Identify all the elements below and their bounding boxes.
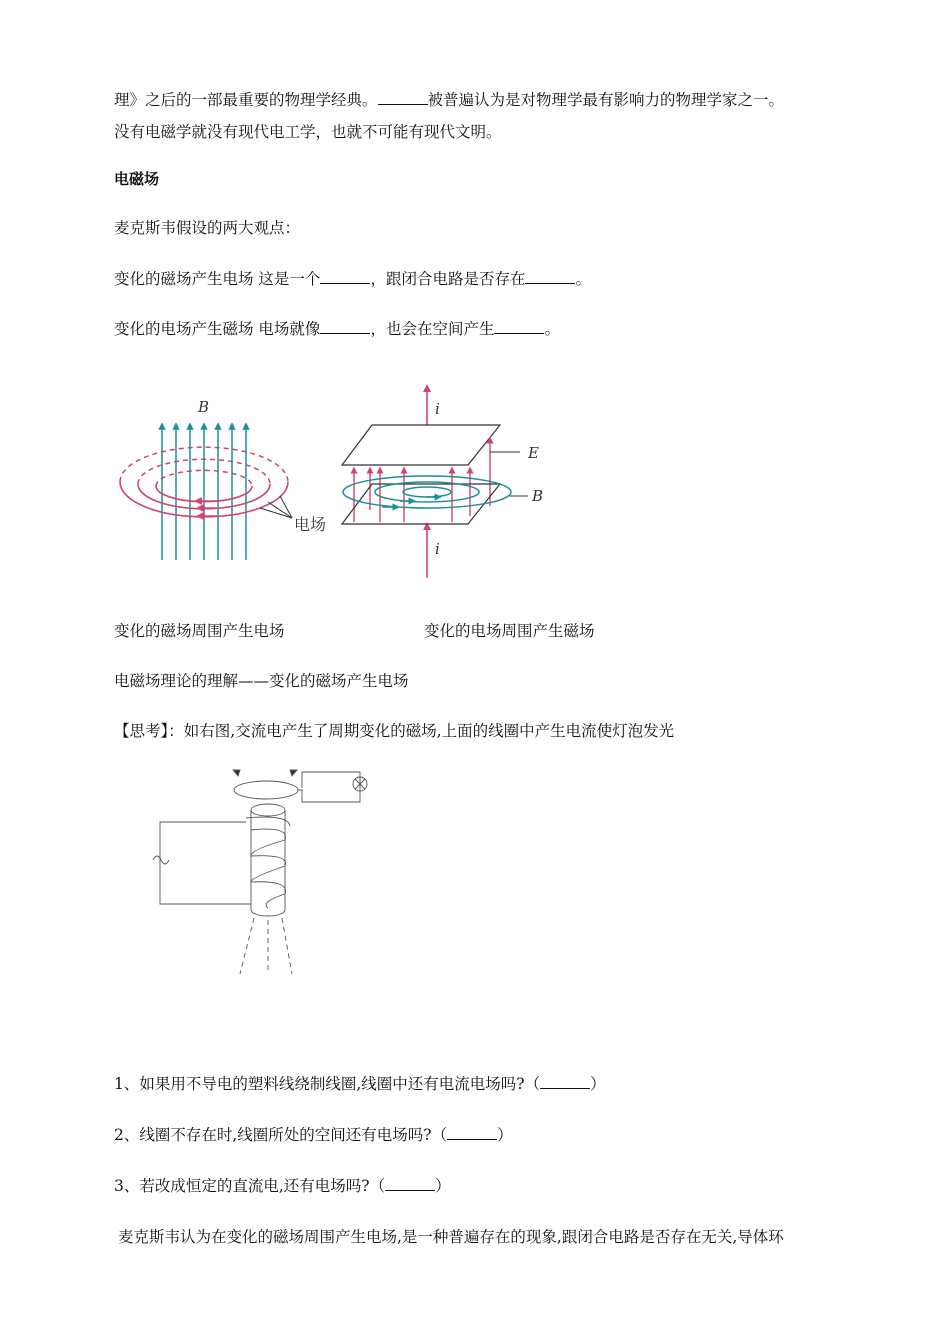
blank[interactable] bbox=[494, 318, 544, 335]
point-2-text-a: 变化的电场产生磁场 电场就像 bbox=[114, 320, 321, 338]
theory-subtitle: 电磁场理论的理解——变化的磁场产生电场 bbox=[114, 672, 409, 690]
label-i-bottom: i bbox=[435, 540, 440, 558]
intro-line-2: 没有电磁学就没有现代电工学，也就不可能有现代文明。 bbox=[114, 123, 502, 141]
point-1-text-c: 。 bbox=[575, 270, 591, 288]
section-title: 电磁场 bbox=[114, 170, 160, 188]
label-electric-field: 电场 bbox=[294, 515, 327, 534]
blank[interactable] bbox=[320, 318, 370, 335]
label-B: B bbox=[198, 398, 210, 416]
answer-blank-3[interactable] bbox=[385, 1175, 435, 1192]
question-2 bbox=[114, 1123, 513, 1145]
conclusion-text: 麦克斯韦认为在变化的磁场周围产生电场,是一种普遍存在的现象,跟闭合电路是否存在无关,导体环 bbox=[118, 1228, 784, 1246]
question-2-text: 2、线圈不存在时,线圈所处的空间还有电场吗?（ bbox=[114, 1126, 448, 1144]
label-B-right: B bbox=[532, 487, 544, 505]
answer-blank-1[interactable] bbox=[540, 1073, 590, 1090]
coil-figure bbox=[150, 760, 380, 990]
question-1 bbox=[114, 1072, 606, 1094]
think-text: ：如右图,交流电产生了周期变化的磁场,上面的线圈中产生电流使灯泡发光 bbox=[168, 722, 675, 740]
question-1-text: 1、如果用不导电的塑料线绕制线圈,线圈中还有电流电场吗?（ bbox=[114, 1075, 541, 1093]
think-label: 【思考】 bbox=[114, 722, 169, 740]
point-1-text-b: ，跟闭合电路是否存在 bbox=[370, 270, 526, 288]
blank[interactable] bbox=[525, 268, 575, 285]
paren-close: ） bbox=[435, 1177, 451, 1195]
paren-close: ） bbox=[590, 1075, 606, 1093]
question-3 bbox=[114, 1174, 451, 1196]
point-1-text-a: 变化的磁场产生电场 这是一个 bbox=[114, 270, 321, 288]
label-i-top: i bbox=[435, 400, 440, 418]
blank[interactable] bbox=[378, 89, 428, 106]
think-line bbox=[114, 719, 674, 741]
blank[interactable] bbox=[320, 268, 370, 285]
magnetic-field-figure bbox=[110, 390, 340, 570]
intro-text-a: 理》之后的一部最重要的物理学经典。 bbox=[114, 91, 378, 109]
electric-field-figure bbox=[330, 380, 560, 580]
point-2-text-b: ，也会在空间产生 bbox=[370, 320, 495, 338]
caption-right: 变化的电场周围产生磁场 bbox=[424, 622, 595, 640]
intro-line-1 bbox=[114, 88, 784, 110]
point-1 bbox=[114, 267, 591, 289]
intro-text-b: 被普遍认为是对物理学最有影响力的物理学家之一。 bbox=[427, 91, 785, 109]
point-2 bbox=[114, 317, 560, 339]
answer-blank-2[interactable] bbox=[447, 1124, 497, 1141]
point-2-text-c: 。 bbox=[544, 320, 560, 338]
assumptions-text: 麦克斯韦假设的两大观点： bbox=[114, 219, 301, 237]
question-3-text: 3、若改成恒定的直流电,还有电场吗?（ bbox=[114, 1177, 386, 1195]
label-E: E bbox=[528, 444, 539, 462]
caption-left: 变化的磁场周围产生电场 bbox=[114, 622, 285, 640]
paren-close: ） bbox=[497, 1126, 513, 1144]
